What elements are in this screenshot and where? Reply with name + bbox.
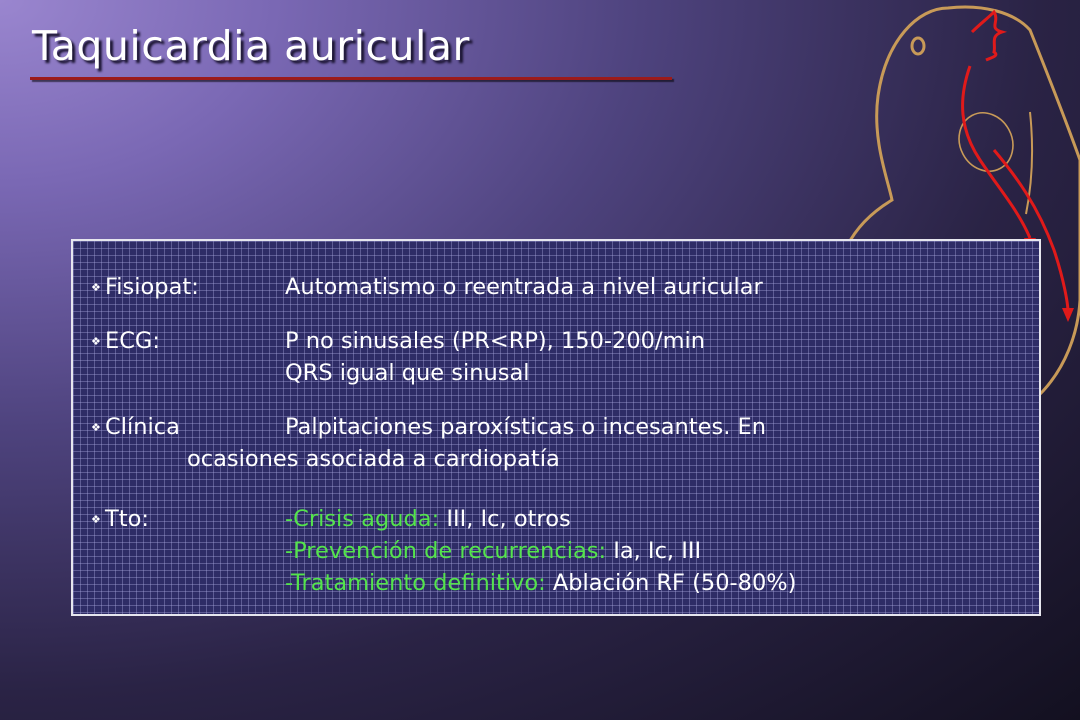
slide-title: Taquicardia auricular [32,22,470,70]
treatment-name: -Tratamiento definitivo: [285,570,546,596]
item-text: Palpitaciones paroxísticas o incesantes. En [285,414,766,440]
list-item-fisiopat [91,271,763,304]
treatment-name: -Crisis aguda: [285,506,440,532]
treatment-value: Ia, Ic, III [606,538,702,564]
treatment-value: Ablación RF (50-80%) [545,570,797,596]
list-item-ecg [91,325,705,358]
sinus-node [912,38,924,54]
diamond-bullet-icon: ❖ [91,513,101,526]
item-label: Tto: [105,506,149,532]
arrowhead-long [1062,308,1074,322]
list-item-clinica [91,411,766,444]
item-text-continuation: ocasiones asociada a cardiopatía [187,446,560,472]
diamond-bullet-icon: ❖ [91,281,101,294]
title-underline [30,77,672,80]
item-text: Automatismo o reentrada a nivel auricular [285,274,763,300]
item-label: Clínica [105,414,180,440]
item-text: P no sinusales (PR<RP), 150-200/min [285,328,706,354]
reentry-arrow [972,12,1002,60]
list-item-tto [91,503,571,536]
treatment-name: -Prevención de recurrencias: [285,538,607,564]
content-box [71,239,1041,616]
item-label: ECG: [105,328,160,354]
item-label: Fisiopat: [105,274,199,300]
treatment-line [285,535,701,567]
treatment-line [285,567,796,599]
item-text-continuation: QRS igual que sinusal [285,360,530,386]
diamond-bullet-icon: ❖ [91,421,101,434]
diamond-bullet-icon: ❖ [91,335,101,348]
treatment-value: III, Ic, otros [439,506,571,532]
